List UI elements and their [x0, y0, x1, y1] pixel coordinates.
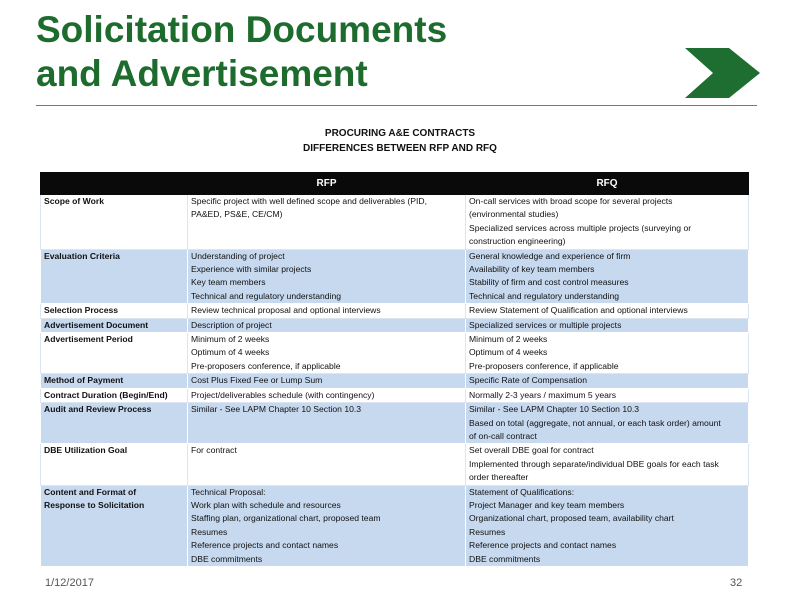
slide-date: 1/12/2017 — [45, 577, 94, 589]
row-label — [41, 304, 188, 318]
header-criteria — [41, 173, 188, 195]
rfp-cell — [188, 333, 466, 374]
rfq-cell-line: order thereafter — [469, 472, 529, 483]
rfq-cell — [466, 333, 749, 374]
rfp-cell-line: Technical and regulatory understanding — [191, 290, 342, 301]
rfp-cell-line: Cost Plus Fixed Fee or Lump Sum — [191, 375, 323, 386]
table-row — [41, 388, 749, 402]
rfq-cell-line: construction engineering) — [469, 236, 566, 247]
rfq-cell — [466, 485, 749, 566]
rfp-cell — [188, 403, 466, 444]
table-row — [41, 403, 749, 444]
rfp-cell-line: Understanding of project — [191, 250, 285, 261]
rfq-cell — [466, 403, 749, 444]
rfq-cell-line: of on-call contract — [469, 430, 537, 441]
table-row — [41, 374, 749, 388]
row-label-line: Contract Duration (Begin/End) — [44, 389, 168, 400]
rfq-cell-line: (environmental studies) — [469, 209, 559, 220]
rfp-cell-line: Specific project with well defined scope and deliverables (PID, — [191, 196, 427, 206]
rfq-cell-line: DBE commitments — [469, 553, 541, 564]
rfq-cell-line: Organizational chart, proposed team, availability chart — [469, 513, 674, 524]
header-rfq: RFQ — [466, 173, 749, 195]
row-label — [41, 444, 188, 485]
rfq-cell — [466, 195, 749, 250]
table-title-line1: PROCURING A&E CONTRACTS — [324, 128, 476, 139]
header-rfp: RFP — [188, 173, 466, 195]
row-label — [41, 249, 188, 304]
row-label-line: DBE Utilization Goal — [44, 445, 128, 456]
rfp-cell — [188, 388, 466, 402]
rfq-cell-line: General knowledge and experience of firm — [469, 250, 631, 261]
rfp-cell — [188, 249, 466, 304]
row-label — [41, 318, 188, 332]
rfp-cell-line: Review technical proposal and optional interviews — [191, 305, 381, 316]
row-label-line: Response to Solicitation — [44, 499, 145, 510]
rfq-cell-line: Statement of Qualifications: — [469, 486, 575, 497]
rfq-cell-line: Technical and regulatory understanding — [469, 290, 620, 301]
comparison-table — [40, 172, 749, 567]
rfp-cell-line: For contract — [191, 445, 237, 456]
rfq-cell-line: Review Statement of Qualification and optional interviews — [469, 305, 688, 316]
rfp-cell — [188, 318, 466, 332]
row-label-line: Advertisement Document — [44, 319, 149, 330]
row-label-line: Selection Process — [44, 305, 119, 316]
rfq-cell-line: Set overall DBE goal for contract — [469, 445, 594, 456]
chevron-shape — [685, 48, 760, 98]
rfp-cell-line: Work plan with schedule and resources — [191, 499, 341, 510]
table-header-row — [41, 173, 749, 195]
table-row — [41, 249, 749, 304]
rfq-cell — [466, 374, 749, 388]
rfp-cell-line: Pre-proposers conference, if applicable — [191, 360, 341, 371]
rfp-cell-line: Resumes — [191, 526, 228, 537]
table-title-line2: DIFFERENCES BETWEEN RFP AND RFQ — [303, 143, 497, 154]
row-label-line: Advertisement Period — [44, 334, 133, 345]
row-label-line: Content and Format of — [44, 486, 137, 497]
rfp-cell-line: Minimum of 2 weeks — [191, 334, 270, 345]
row-label — [41, 195, 188, 250]
rfq-cell-line: Based on total (aggregate, not annual, or each task order) amount — [469, 417, 721, 428]
slide-title-line2: and Advertisement — [36, 53, 368, 94]
rfp-cell — [188, 304, 466, 318]
rfp-cell — [188, 195, 466, 250]
rfq-cell-line: Minimum of 2 weeks — [469, 334, 548, 345]
rfp-cell-line: PA&ED, PS&E, CE/CM) — [191, 209, 283, 220]
table-row — [41, 444, 749, 485]
rfp-cell-line: Description of project — [191, 319, 272, 330]
rfq-cell-line: Specialized services across multiple projects (surveying or — [469, 222, 692, 233]
table-title — [240, 126, 560, 156]
rfp-cell-line: Similar - See LAPM Chapter 10 Section 10.3 — [191, 404, 362, 415]
rfp-cell-line: Experience with similar projects — [191, 264, 312, 275]
rfq-cell-line: Project Manager and key team members — [469, 499, 625, 510]
rfp-cell-line: Optimum of 4 weeks — [191, 347, 270, 358]
rfq-cell — [466, 388, 749, 402]
row-label — [41, 388, 188, 402]
row-label-line: Audit and Review Process — [44, 404, 152, 415]
rfp-cell — [188, 485, 466, 566]
rfq-cell-line: Reference projects and contact names — [469, 540, 617, 551]
rfp-cell — [188, 374, 466, 388]
table-row — [41, 304, 749, 318]
rfq-cell-line: Optimum of 4 weeks — [469, 347, 548, 358]
green-chevron-icon — [683, 47, 761, 99]
rfp-cell-line: Technical Proposal: — [191, 486, 266, 497]
rfq-cell-line: Specialized services or multiple projects — [469, 319, 622, 330]
row-label-line: Method of Payment — [44, 375, 124, 386]
rfq-cell-line: Pre-proposers conference, if applicable — [469, 360, 619, 371]
rfp-cell-line: Staffing plan, organizational chart, proposed team — [191, 513, 381, 524]
rfq-cell-line: On-call services with broad scope for several projects — [469, 196, 673, 206]
table-row — [41, 195, 749, 250]
table-row — [41, 333, 749, 374]
rfq-cell-line: Specific Rate of Compensation — [469, 375, 587, 386]
rfq-cell — [466, 444, 749, 485]
rfp-cell-line: DBE commitments — [191, 553, 263, 564]
slide-title — [36, 8, 447, 96]
rfq-cell — [466, 304, 749, 318]
rfp-cell-line: Key team members — [191, 277, 266, 288]
rfq-cell-line: Availability of key team members — [469, 264, 595, 275]
row-label — [41, 485, 188, 566]
rfp-cell-line: Reference projects and contact names — [191, 540, 339, 551]
rfq-cell — [466, 249, 749, 304]
row-label — [41, 333, 188, 374]
row-label-line: Evaluation Criteria — [44, 250, 120, 261]
rfq-cell-line: Resumes — [469, 526, 506, 537]
rfq-cell — [466, 318, 749, 332]
row-label — [41, 374, 188, 388]
table-row — [41, 318, 749, 332]
rfq-cell-line: Implemented through separate/individual DBE goals for each task — [469, 458, 719, 469]
rfq-cell-line: Stability of firm and cost control measures — [469, 277, 629, 288]
rfp-cell-line: Project/deliverables schedule (with contingency) — [191, 389, 375, 400]
rfp-cell — [188, 444, 466, 485]
table-row — [41, 485, 749, 566]
title-divider — [36, 105, 757, 106]
row-label — [41, 403, 188, 444]
rfq-cell-line: Normally 2-3 years / maximum 5 years — [469, 389, 617, 400]
rfq-cell-line: Similar - See LAPM Chapter 10 Section 10.3 — [469, 404, 640, 415]
slide-title-line1: Solicitation Documents — [36, 9, 448, 50]
slide-page-number: 32 — [730, 577, 743, 589]
row-label-line: Scope of Work — [44, 196, 105, 206]
